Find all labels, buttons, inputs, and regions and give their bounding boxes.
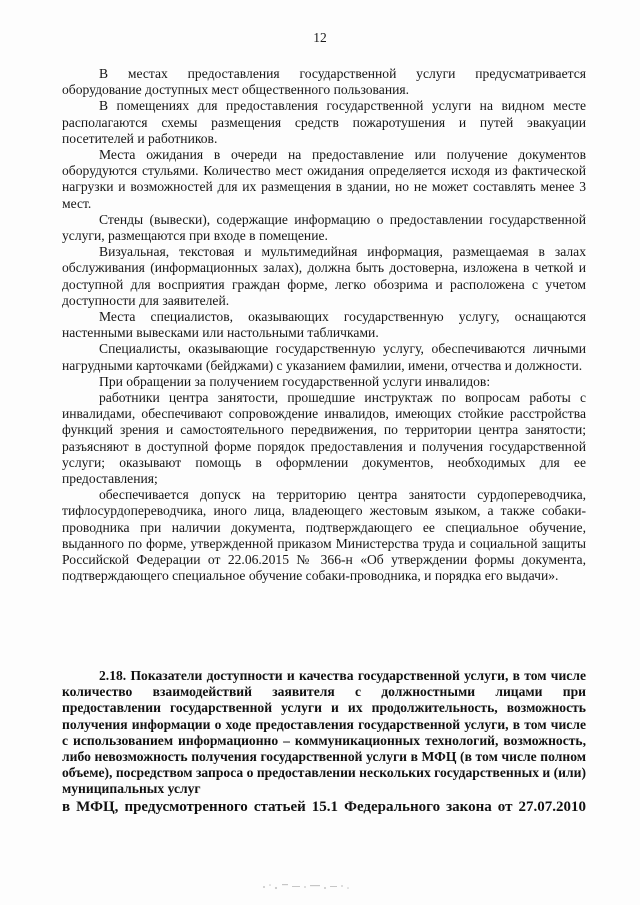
- paragraph-info-stands: Стенды (вывески), содержащие информацию о предоставлении государственной услуги, размещаются при входе в помещение.: [62, 211, 586, 244]
- paragraph-disabled-intro: При обращении за получением государственной услуги инвалидов:: [99, 373, 491, 389]
- paragraph-visual-information: Визуальная, текстовая и мультимедийная информация, размещаемая в залах обслуживания (информационных залах), должна быть достоверна, изложена в четкой и доступной для восприятия граждан форме, легко обозрима и расположена с учетом доступности для заявителей.: [62, 244, 586, 308]
- paragraph-accessible-places: В местах предоставления государственной услуги предусматривается оборудование доступных мест общественного пользования.: [62, 66, 586, 98]
- body-text: [62, 66, 586, 585]
- section-heading-last-line: в МФЦ, предусмотренного статьей 15.1 Федерального закона от 27.07.2010: [62, 798, 586, 815]
- paragraph-waiting-places: Места ожидания в очереди на предоставление или получение документов оборудуются стульями. Количество мест ожидания определяется исходя из фактической нагрузки и возможностей для их размещения в здании, но не может составлять менее 3 мест.: [62, 147, 586, 211]
- paragraph-guide-dog-access: обеспечивается допуск на территорию центра занятости сурдопереводчика, тифлосурдопереводчика, иного лица, владеющего жестовым языком, а также собаки-проводника при наличии документа, подтверждающего ее специальное обучение, выданного по форме, утвержденной приказом Министерства труда и социальной защиты Российской Федерации от 22.06.2015 № 366-н «Об утверждении формы документа, подтверждающего специальное обучение собаки-проводника, и порядка его выдачи».: [62, 487, 586, 584]
- section-heading: 2.18. Показатели доступности и качества государственной услуги, в том числе количество взаимодействий заявителя с должностными лицами при предоставлении государственной услуги и их продолжительность, возможность получения информации о ходе предоставления государственной услуги, в том числе с использованием информационно – коммуникационных технологий, возможность, либо невозможность получения государственной услуги в МФЦ (в том числе полном объеме), посредством запроса о предоставлении нескольких государственных и (или) муниципальных услуг: [62, 668, 586, 797]
- paragraph-specialist-places: Места специалистов, оказывающих государственную услугу, оснащаются настенными вывесками или настольными табличками.: [62, 309, 586, 341]
- paragraph-badges: Специалисты, оказывающие государственную услугу, обеспечиваются личными нагрудными карточками (бейджами) с указанием фамилии, имени, отчества и должности.: [62, 341, 586, 373]
- page-number: 12: [313, 30, 327, 45]
- paragraph-evacuation-schemes: В помещениях для предоставления государственной услуги на видном месте располагаются схемы размещения средств пожаротушения и путей эвакуации посетителей и работников.: [62, 98, 586, 146]
- scan-artifact: [258, 880, 354, 894]
- paragraph-disabled-assistance: работники центра занятости, прошедшие инструктаж по вопросам работы с инвалидами, обеспечивают сопровождение инвалидов, имеющих стойкие расстройства функций зрения и самостоятельного передвижения, по территории центра занятости; разъясняют в доступной форме порядок предоставления и получения государственной услуги; оказывают помощь в оформлении документов, необходимых для ее предоставления;: [62, 390, 586, 487]
- section-2-18: [62, 668, 586, 816]
